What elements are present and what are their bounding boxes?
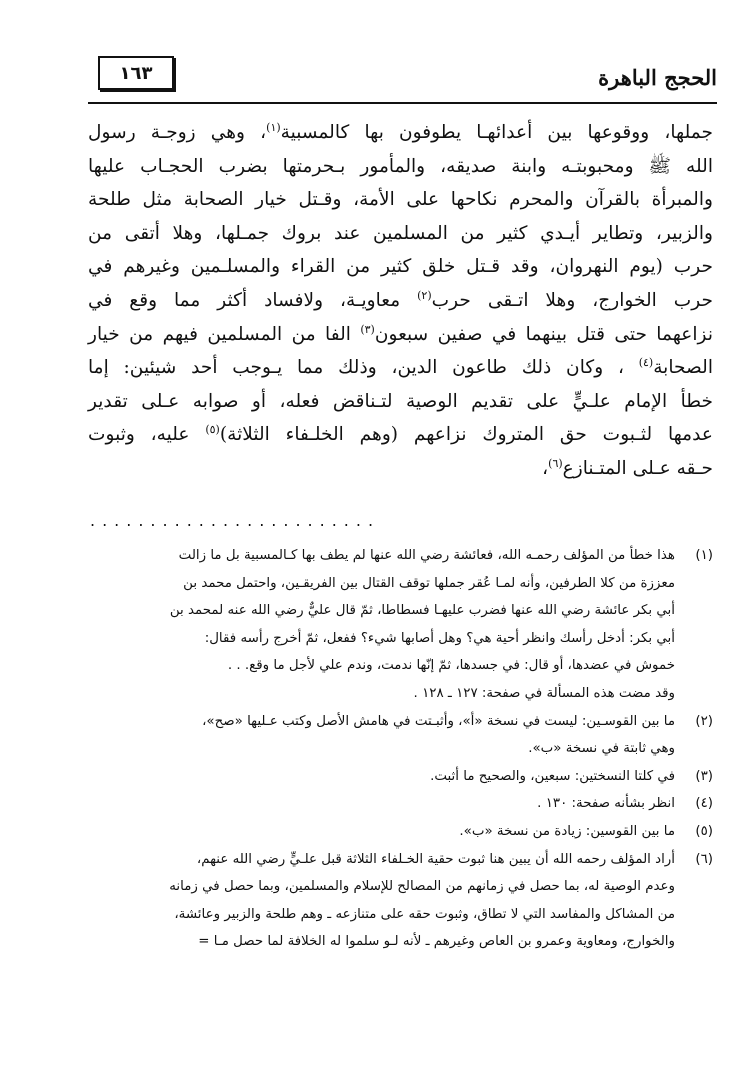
- header-rule: [88, 102, 717, 104]
- main-text: [88, 116, 713, 486]
- footnote-marker: (٦): [548, 456, 563, 470]
- text-line: عدمها لثـبوت حق المتروك نزاعهم (وهم الخلـفاء الثلاثة)$^{(٥)}$ عليه، وثبوت: [88, 423, 713, 446]
- page-number: ١٦٣: [98, 56, 174, 90]
- footnotes: [86, 542, 713, 956]
- text-line: نزاعهما حتى قتل بينهما في صفين سبعون$^{(٣)}$ الفا من المسلمين فيهم من خيار: [88, 322, 713, 345]
- footnote-5: (٥)ما بين القوسين: زيادة من نسخة «ب».: [86, 818, 713, 846]
- footnote-marker: (٤): [638, 355, 654, 369]
- footnote-number: (٣): [695, 768, 713, 784]
- footnote-number: (٢): [695, 713, 713, 729]
- text-line: والمبرأة بالقرآن والمحرم نكاحها على الأمة، وقـتل خيار الصحابة مثل طلحة: [88, 189, 713, 211]
- running-title: الحجج الباهرة: [598, 65, 717, 90]
- text-line: والزبير، وتطاير أيـدي كثير من المسلمين عند بروك جمـلها، وهلا أتقى من: [88, 222, 713, 244]
- footnote-number: (٤): [695, 796, 713, 812]
- footnote-number: (٥): [695, 823, 713, 839]
- text-line: حـقه عـلى المتـنازع$^{(٦)}$،: [542, 456, 713, 479]
- footnote-separator: ........................: [90, 511, 381, 530]
- text-line: الصحابة$^{(٤)}$ ، وكان ذلك طاعون الدين، وذلك مما يـوجب أحد شيئين: إما: [88, 355, 713, 379]
- footnote-6: (٦)أراد المؤلف رحمه الله أن يبين هنا ثبوت حقية الخـلفاء الثلاثة قبل علـيٍّ رضي الله عنهم، وعدم الوصية له، بما حصل في زمانهم من المصالح للإسلام والمسلمين، وبما حصل في زمانه من المشاكل والمفاسد التي لا تطاق، وثبوت حقه على متنازعه ـ وهم طلحة والزبير وعائشة، والخوارج، ومعاوية وعمرو بن العاص وغيرهم ـ لأنه لـو سلموا له الخلافة لما حصل مـا =: [86, 846, 713, 956]
- footnote-4: (٤)انظر بشأنه صفحة: ١٣٠ .: [86, 790, 713, 818]
- footnote-number: (١): [695, 548, 713, 563]
- text-line: خطأ الإمام علـيٍّ على تقديم الوصية لتـناقض فعله، أو صوابه عـلى تقدير: [88, 390, 713, 412]
- footnote-marker: (١): [266, 120, 281, 134]
- text-line: الله ﷺ ومحبوبتـه وابنة صديقه، والمأمور بـحرمتها بضرب الحجـاب عليها: [88, 155, 713, 177]
- page-header: [88, 52, 717, 104]
- footnote-marker: (٢): [417, 288, 432, 302]
- footnote-marker: (٥): [205, 423, 220, 437]
- text-line: حرب (يوم النهروان، وقد قـتل خلق كثير من القراء والمسلـمين وغيرهم في: [88, 256, 713, 278]
- text-line: جملها، ووقوعها بين أعدائهـا يطوفون بها كالمسبية$^{(١)}$، وهي زوجـة رسول: [88, 120, 713, 143]
- footnote-3: (٣)في كلتا النسختين: سبعين، والصحيح ما أثبت.: [86, 763, 713, 791]
- footnote-2: (٢)ما بين القوسـين: ليست في نسخة «أ»، وأثبـتت في هامش الأصل وكتب عـليها «صح»، وهي ثابتة في نسخة «ب».: [86, 708, 713, 763]
- footnote-1: (١)هذا خطأ من المؤلف رحمـه الله، فعائشة رضي الله عنها لم يطف بها كـالمسبية بل ما زالت معززة من كلا الطرفين، وأنه لمـا عُقر جملها توقف القتال بين الفريقـين، واحتمل محمد بن أبي بكر عائشة رضي الله عنها فضرب عليهـا فسطاطا، ثمّ قال عليٌّ رضي الله عنه لمحمد بن أبي بكر: أدخل رأسك وانظر أحية هي؟ وهل أصابها شيء؟ ففعل، ثمّ أخرج رأسه فقال: خموش في عضدها، أو قال: في جسدها، ثمّ إنّها ندمت، وندم علي لأجل ما وقع. . . وقد مضت هذه المسألة في صفحة: ١٢٧ ـ ١٢٨ .: [86, 542, 713, 708]
- text-line: حرب الخوارج، وهلا اتـقى حرب$^{(٢)}$ معاويـة، ولافساد أكثر مما وقع في: [88, 288, 713, 311]
- footnote-number: (٦): [695, 851, 713, 867]
- footnote-marker: (٣): [360, 322, 375, 336]
